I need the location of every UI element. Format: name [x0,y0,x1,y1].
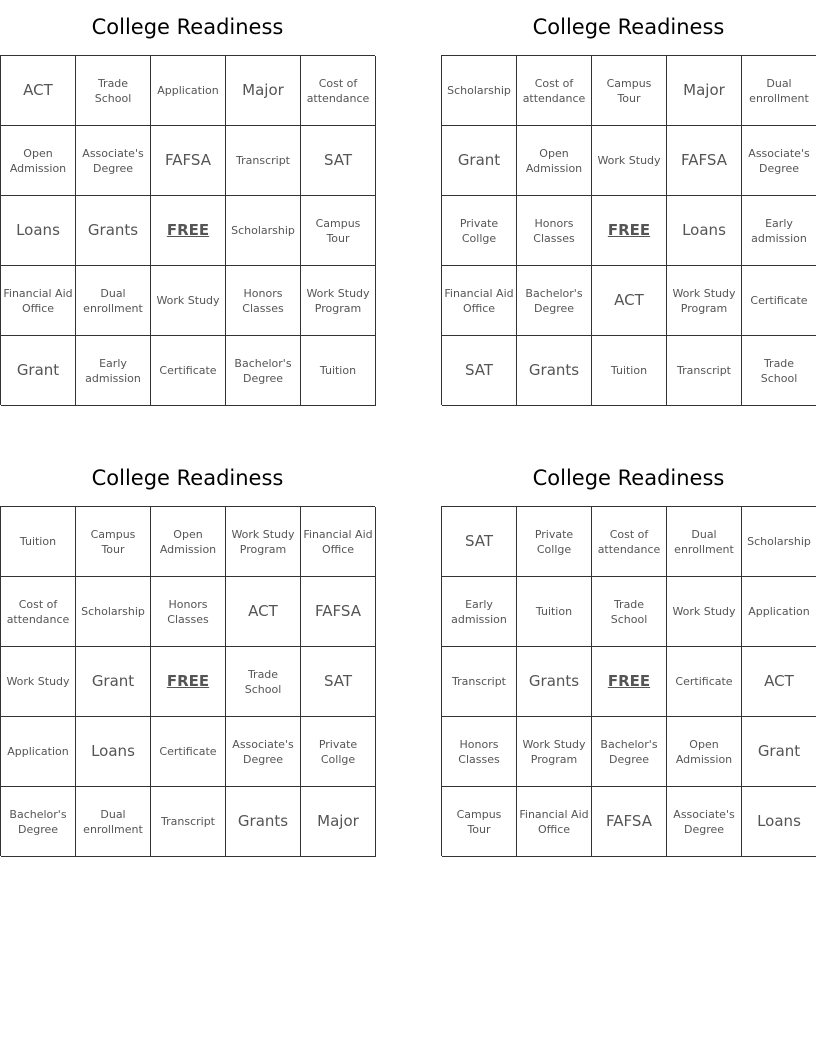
bingo-cell: Bachelor's Degree [226,336,301,406]
bingo-cell: Dual enrollment [742,56,816,126]
bingo-cell: Cost of attendance [592,507,667,577]
bingo-cell: Cost of attendance [517,56,592,126]
bingo-cell: Grants [517,647,592,717]
bingo-cell: Private Collge [301,717,376,787]
bingo-cell: Scholarship [226,196,301,266]
bingo-cell: Cost of attendance [301,56,376,126]
bingo-cell: Application [151,56,226,126]
bingo-cell: Scholarship [76,577,151,647]
bingo-grid [441,55,816,405]
bingo-cell: Associate's Degree [667,787,742,857]
bingo-cell: Certificate [667,647,742,717]
bingo-cell: Scholarship [442,56,517,126]
free-space: FREE [151,196,226,266]
bingo-cell: Tuition [517,577,592,647]
card-title: College Readiness [91,15,284,39]
bingo-cell: Tuition [1,507,76,577]
bingo-grid [0,55,375,405]
bingo-cell: Work Study [1,647,76,717]
bingo-cell: Loans [742,787,816,857]
bingo-cell: Transcript [151,787,226,857]
bingo-cell: Grants [76,196,151,266]
bingo-cell: Open Admission [517,126,592,196]
bingo-cell: Loans [667,196,742,266]
bingo-cell: Application [742,577,816,647]
bingo-card-1 [0,0,375,405]
bingo-card-4 [441,451,816,856]
bingo-cell: Campus Tour [442,787,517,857]
bingo-grid [0,506,375,856]
bingo-cell: Work Study Program [517,717,592,787]
bingo-cell: Trade School [742,336,816,406]
bingo-cell: Financial Aid Office [442,266,517,336]
bingo-cell: Transcript [442,647,517,717]
bingo-card-3 [0,451,375,856]
bingo-cell: Certificate [151,717,226,787]
bingo-cell: Bachelor's Degree [517,266,592,336]
bingo-cell: Early admission [76,336,151,406]
bingo-cell: Trade School [226,647,301,717]
bingo-cell: SAT [301,647,376,717]
bingo-cell: Major [667,56,742,126]
bingo-cell: Work Study Program [667,266,742,336]
bingo-cell: Financial Aid Office [517,787,592,857]
bingo-cell: Financial Aid Office [1,266,76,336]
bingo-cell: SAT [301,126,376,196]
bingo-cell: Trade School [76,56,151,126]
bingo-cell: Loans [76,717,151,787]
bingo-cell: Work Study [667,577,742,647]
bingo-cell: Early admission [742,196,816,266]
bingo-cell: ACT [592,266,667,336]
bingo-cell: Tuition [592,336,667,406]
bingo-cell: Open Admission [151,507,226,577]
bingo-cell: Bachelor's Degree [592,717,667,787]
bingo-cell: Honors Classes [151,577,226,647]
bingo-cell: Transcript [667,336,742,406]
free-space: FREE [592,647,667,717]
bingo-cell: Associate's Degree [226,717,301,787]
bingo-cell: Cost of attendance [1,577,76,647]
card-title: College Readiness [91,466,284,490]
free-space: FREE [592,196,667,266]
bingo-cell: ACT [742,647,816,717]
bingo-cell: Private Collge [442,196,517,266]
bingo-cell: Honors Classes [442,717,517,787]
bingo-cell: Major [226,56,301,126]
bingo-cell: Associate's Degree [76,126,151,196]
bingo-cell: Early admission [442,577,517,647]
bingo-cell: Grant [76,647,151,717]
bingo-cell: Honors Classes [517,196,592,266]
bingo-cell: Campus Tour [76,507,151,577]
bingo-cell: Dual enrollment [76,266,151,336]
bingo-cell: Grant [742,717,816,787]
bingo-cell: Grants [226,787,301,857]
bingo-card-2 [441,0,816,405]
bingo-cell: Work Study [151,266,226,336]
bingo-cell: FAFSA [592,787,667,857]
bingo-cell: FAFSA [151,126,226,196]
bingo-cell: Trade School [592,577,667,647]
bingo-cell: Certificate [151,336,226,406]
bingo-cell: Work Study Program [226,507,301,577]
bingo-cell: Private Collge [517,507,592,577]
bingo-cell: Work Study [592,126,667,196]
bingo-cell: ACT [1,56,76,126]
bingo-cell: SAT [442,507,517,577]
bingo-cell: FAFSA [667,126,742,196]
bingo-cell: Scholarship [742,507,816,577]
bingo-cell: Tuition [301,336,376,406]
bingo-cell: Certificate [742,266,816,336]
bingo-cell: Loans [1,196,76,266]
bingo-cell: Dual enrollment [667,507,742,577]
bingo-cell: Open Admission [667,717,742,787]
bingo-cell: Campus Tour [592,56,667,126]
bingo-cell: Grant [442,126,517,196]
bingo-cell: Associate's Degree [742,126,816,196]
free-space: FREE [151,647,226,717]
bingo-cell: Transcript [226,126,301,196]
bingo-cell: Major [301,787,376,857]
bingo-cell: ACT [226,577,301,647]
bingo-cell: Application [1,717,76,787]
bingo-cell: Grants [517,336,592,406]
bingo-cell: Bachelor's Degree [1,787,76,857]
bingo-cell: FAFSA [301,577,376,647]
bingo-grid [441,506,816,856]
bingo-cell: SAT [442,336,517,406]
bingo-cell: Open Admission [1,126,76,196]
bingo-cell: Honors Classes [226,266,301,336]
bingo-cell: Grant [1,336,76,406]
card-title: College Readiness [532,15,725,39]
bingo-cell: Work Study Program [301,266,376,336]
bingo-cell: Campus Tour [301,196,376,266]
card-title: College Readiness [532,466,725,490]
bingo-cell: Dual enrollment [76,787,151,857]
bingo-cell: Financial Aid Office [301,507,376,577]
